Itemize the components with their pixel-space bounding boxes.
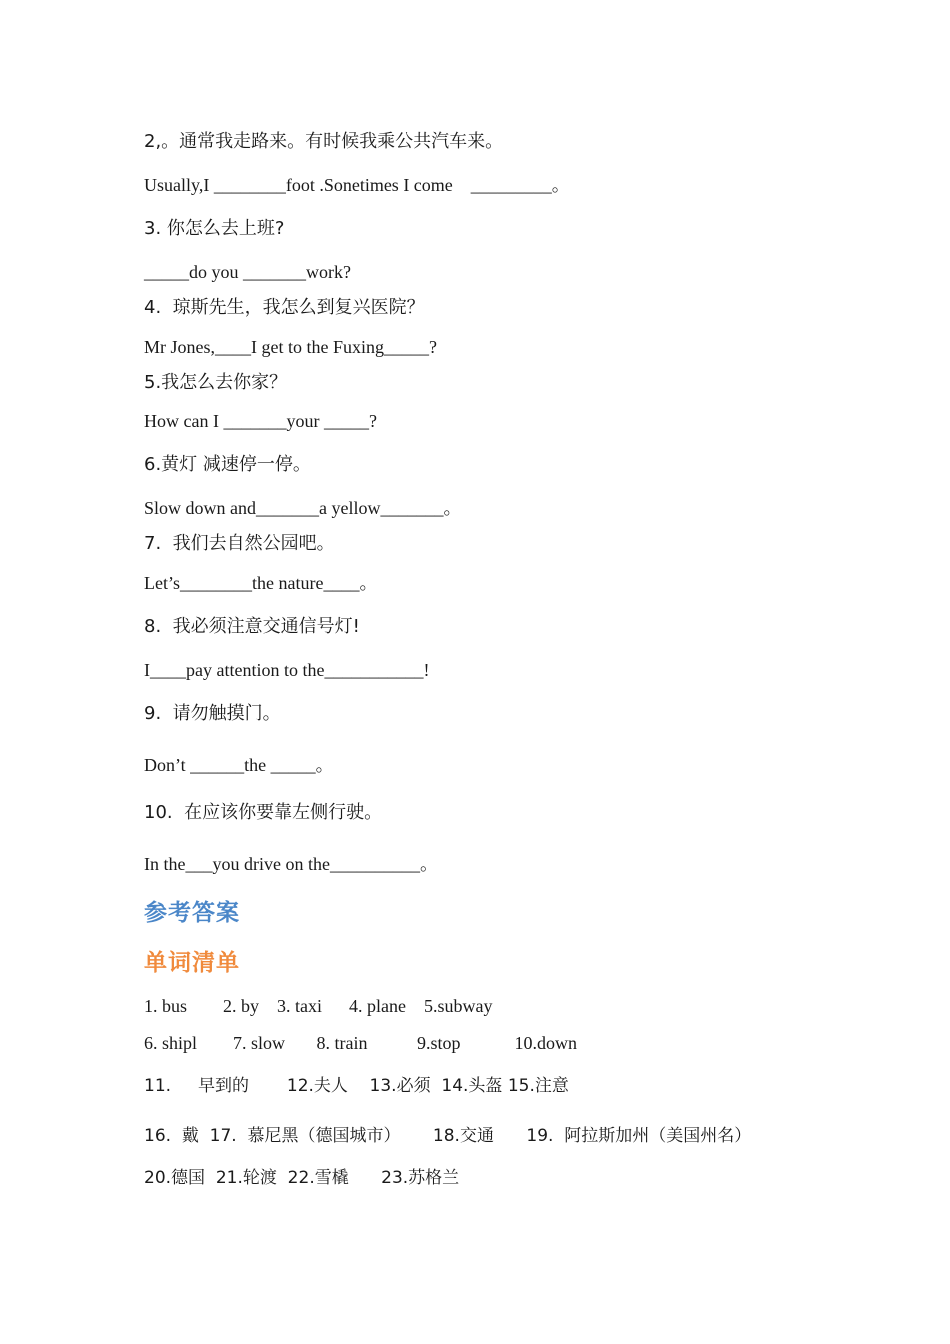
question-10-chinese: 10. 在应该你要靠左侧行驶。: [144, 802, 383, 823]
answer-line-1: 1. bus 2. by 3. taxi 4. plane 5.subway: [144, 996, 493, 1016]
question-6-english: Slow down and_______a yellow_______。: [144, 498, 462, 518]
question-9-english: Don’t ______the _____。: [144, 755, 334, 775]
answers-heading: 参考答案: [144, 900, 240, 926]
wordlist-heading: 单词清单: [144, 950, 240, 976]
answer-line-2: 6. shipl 7. slow 8. train 9.stop 10.down: [144, 1033, 578, 1053]
question-9-chinese: 9. 请勿触摸门。: [144, 703, 281, 724]
question-3-english: _____do you _______work?: [144, 262, 351, 282]
question-2-english: Usually,I ________foot .Sonetimes I come _________。: [144, 175, 570, 195]
answer-line-3: 11. 早到的 12.夫人 13.必须 14.头盔 15.注意: [144, 1076, 569, 1096]
question-2-chinese: 2,。通常我走路来。有时候我乘公共汽车来。: [144, 131, 504, 152]
question-3-chinese: 3. 你怎么去上班?: [144, 218, 285, 239]
question-8-english: I____pay attention to the___________!: [144, 660, 430, 680]
question-6-chinese: 6.黄灯 减速停一停。: [144, 454, 311, 475]
question-10-english: In the___you drive on the__________。: [144, 854, 438, 874]
question-7-chinese: 7. 我们去自然公园吧。: [144, 533, 335, 554]
answer-line-5: 20.德国 21.轮渡 22.雪橇 23.苏格兰: [144, 1168, 460, 1188]
question-4-english: Mr Jones,____I get to the Fuxing_____?: [144, 337, 437, 357]
question-7-english: Let’s________the nature____。: [144, 573, 378, 593]
question-5-chinese: 5.我怎么去你家？: [144, 372, 288, 393]
question-4-chinese: 4. 琼斯先生，我怎么到复兴医院？: [144, 297, 425, 318]
question-5-english: How can I _______your _____?: [144, 411, 377, 431]
answer-line-4: 16. 戴 17. 慕尼黑（德国城市） 18.交通 19. 阿拉斯加州（美国州名）: [144, 1126, 752, 1146]
question-8-chinese: 8. 我必须注意交通信号灯!: [144, 616, 360, 637]
